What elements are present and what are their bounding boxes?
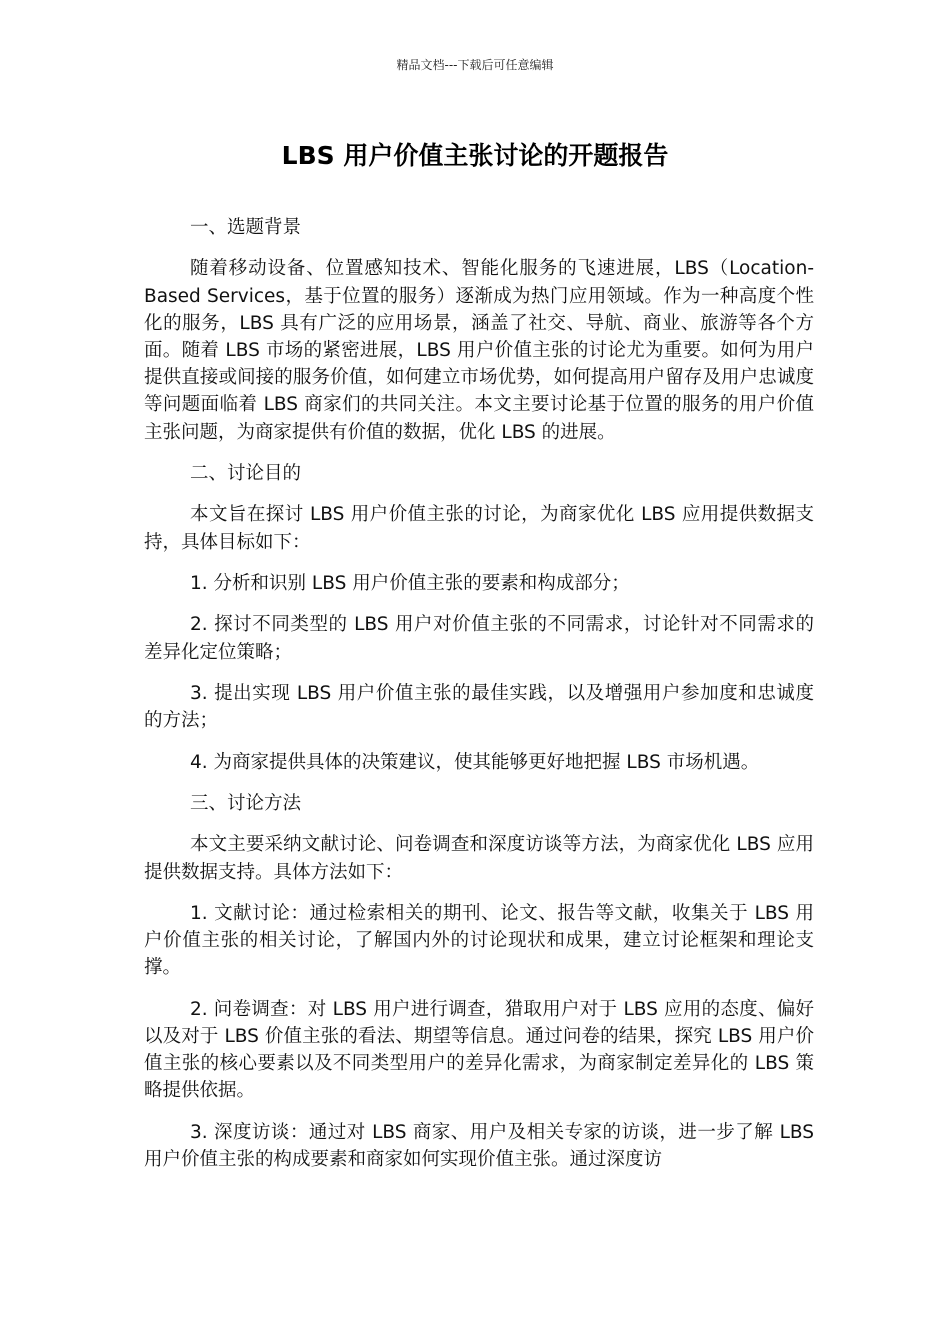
document-body	[144, 214, 814, 1187]
document-title: LBS 用户价值主张讨论的开题报告	[281, 141, 669, 170]
paragraph-purpose: 本文旨在探讨 LBS 用户价值主张的讨论，为商家优化 LBS 应用提供数据支持，具体目标如下：	[144, 504, 814, 553]
list-item-purpose-3: 3. 提出实现 LBS 用户价值主张的最佳实践，以及增强用户参加度和忠诚度的方法；	[144, 682, 814, 732]
paragraph-method: 本文主要采纳文献讨论、问卷调查和深度访谈等方法，为商家优化 LBS 应用提供数据支持。具体方法如下：	[144, 834, 814, 883]
list-item-purpose-4: 4. 为商家提供具体的决策建议，使其能够更好地把握 LBS 市场机遇。	[190, 751, 760, 773]
list-item-purpose-2: 2. 探讨不同类型的 LBS 用户对价值主张的不同需求，讨论针对不同需求的差异化定位策略；	[144, 614, 814, 663]
section-heading-method: 三、讨论方法	[190, 792, 302, 814]
section-heading-background: 一、选题背景	[190, 217, 302, 238]
list-item-purpose-1: 1. 分析和识别 LBS 用户价值主张的要素和构成部分；	[190, 572, 630, 594]
paragraph-background: 随着移动设备、位置感知技术、智能化服务的飞速进展，LBS（Location-Based Services，基于位置的服务）逐渐成为热门应用领域。作为一种高度个性化的服务，LBS 具有广泛的应用场景，涵盖了社交、导航、商业、旅游等各个方面。随着 LBS 市场的紧密进展，LBS 用户价值主张的讨论尤为重要。如何为用户提供直接或间接的服务价值，如何建立市场优势，如何提高用户留存及用户忠诚度等问题面临着 LBS 商家们的共同关注。本文主要讨论基于位置的服务的用户价值主张问题，为商家提供有价值的数据，优化 LBS 的进展。	[144, 258, 814, 443]
section-heading-purpose: 二、讨论目的	[190, 463, 302, 484]
list-item-method-2: 2. 问卷调查：对 LBS 用户进行调查，猎取用户对于 LBS 应用的态度、偏好以及对于 LBS 价值主张的看法、期望等信息。通过问卷的结果，探究 LBS 用户价值主张的核心要素以及不同类型用户的差异化需求，为商家制定差异化的 LBS 策略提供依据。	[144, 998, 814, 1102]
page-header: 精品文档---下载后可任意编辑	[396, 58, 554, 72]
list-item-method-3: 3. 深度访谈：通过对 LBS 商家、用户及相关专家的访谈，进一步了解 LBS 用户价值主张的构成要素和商家如何实现价值主张。通过深度访	[144, 1121, 814, 1170]
list-item-method-1: 1. 文献讨论：通过检索相关的期刊、论文、报告等文献，收集关于 LBS 用户价值主张的相关讨论，了解国内外的讨论现状和成果，建立讨论框架和理论支撑。	[144, 902, 814, 979]
